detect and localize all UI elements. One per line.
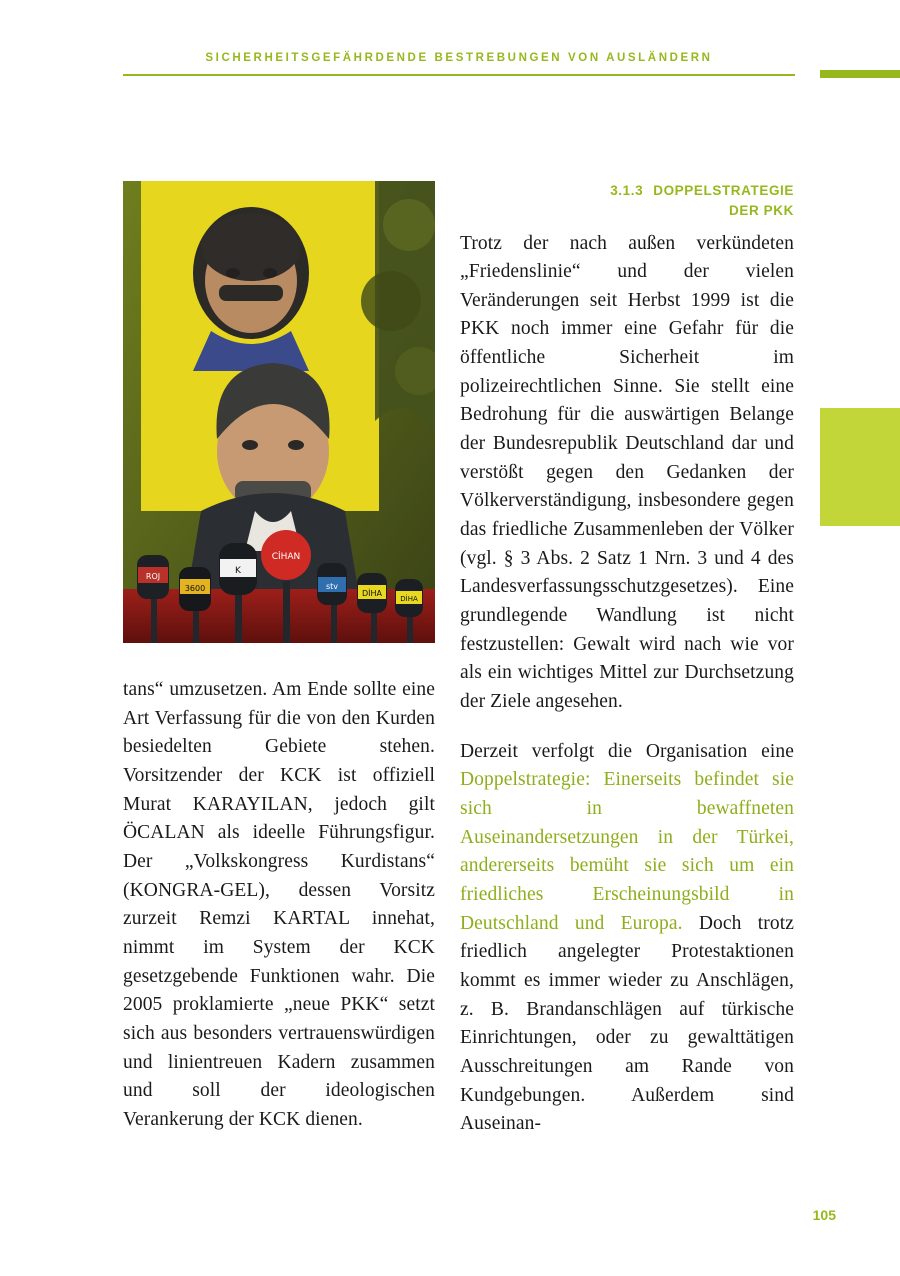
running-head: SICHERHEITSGEFÄHRDENDE BESTREBUNGEN VON AUSLÄNDERN [205,52,713,64]
right-paragraph-1: Trotz der nach außen verkündeten „Friedenslinie“ und der vielen Veränderungen seit Herbst 1999 ist die PKK noch immer eine Gefahr für die öffentliche Sicherheit im polizeirechtlichen Sinne. Sie stellt eine Bedrohung für die auswärtigen Belange der Bundesrepublik Deutschland dar und verstößt gegen den Gedanken der Völkerverständigung, insbesondere gegen das friedliche Zusammenleben der Völker (vgl. § 3 Abs. 2 Satz 1 Nrn. 3 und 4 des Landesverfassungsschutzgesetzes). Eine grundlegende Wandlung ist nicht festzustellen: Gewalt wird nach wie vor als ein wichtiges Mittel zur Durchsetzung der Ziele angesehen. [460,232,794,712]
section-heading-line-2: DER PKK [729,203,794,219]
svg-text:CİHAN: CİHAN [271,552,301,562]
svg-text:DİHA: DİHA [361,589,383,598]
svg-text:3600: 3600 [184,584,206,593]
running-head-rule [123,74,795,76]
right-paragraph-2 [460,738,794,1139]
chapter-edge-marker [820,408,900,526]
section-heading-line-1 [460,181,794,201]
svg-text:K: K [235,566,241,576]
section-title: DOPPELSTRATEGIE [653,183,794,198]
right-text-column [460,181,794,1139]
left-paragraph-1: tans“ umzusetzen. Am Ende sollte eine Art Verfassung für die von den Kurden besiedelten Gebiete stehen. Vorsitzender der KCK ist offiziell Murat KARAYILAN, jedoch gilt ÖCALAN als ideelle Führungsfigur. Der „Volkskongress Kurdistans“ (KONGRA-GEL), dessen Vorsitz zurzeit Remzi KARTAL innehat, nimmt im System der KCK gesetzgebende Funktionen wahr. Die 2005 proklamierte „neue PKK“ setzt sich aus besonders vertrauenswürdigen und linientreuen Kadern zusammen und soll der ideologischen Verankerung der KCK dienen. [123,679,435,1130]
page-number: 105 [812,1207,836,1223]
svg-text:ROJ: ROJ [145,572,161,581]
running-head-tab [820,70,900,78]
section-number: 3.1.3 [610,183,644,198]
right-paragraph-2-tail: Doch trotz friedlich angelegter Protestaktionen kommt es immer wieder zu Anschlägen, z. B. Brandanschlägen auf türkische Einrichtungen, oder zu gewalttätigen Ausschreitungen am Rande von Kundgebungen. Außerdem sind Auseinan- [460,912,794,1135]
svg-text:stv: stv [325,582,339,591]
right-paragraph-2-lead: Derzeit verfolgt die Organisation eine [460,740,794,762]
photo-press-conference [123,181,435,643]
svg-text:DİHA: DİHA [400,595,418,603]
right-paragraph-2-highlight: Doppelstrategie: Einerseits befindet sie sich in bewaffneten Auseinandersetzungen in der Türkei, andererseits bemüht sie sich um ein friedliches Erscheinungsbild in Deutschland und Europa. [460,769,794,934]
left-text-column [123,676,435,1135]
